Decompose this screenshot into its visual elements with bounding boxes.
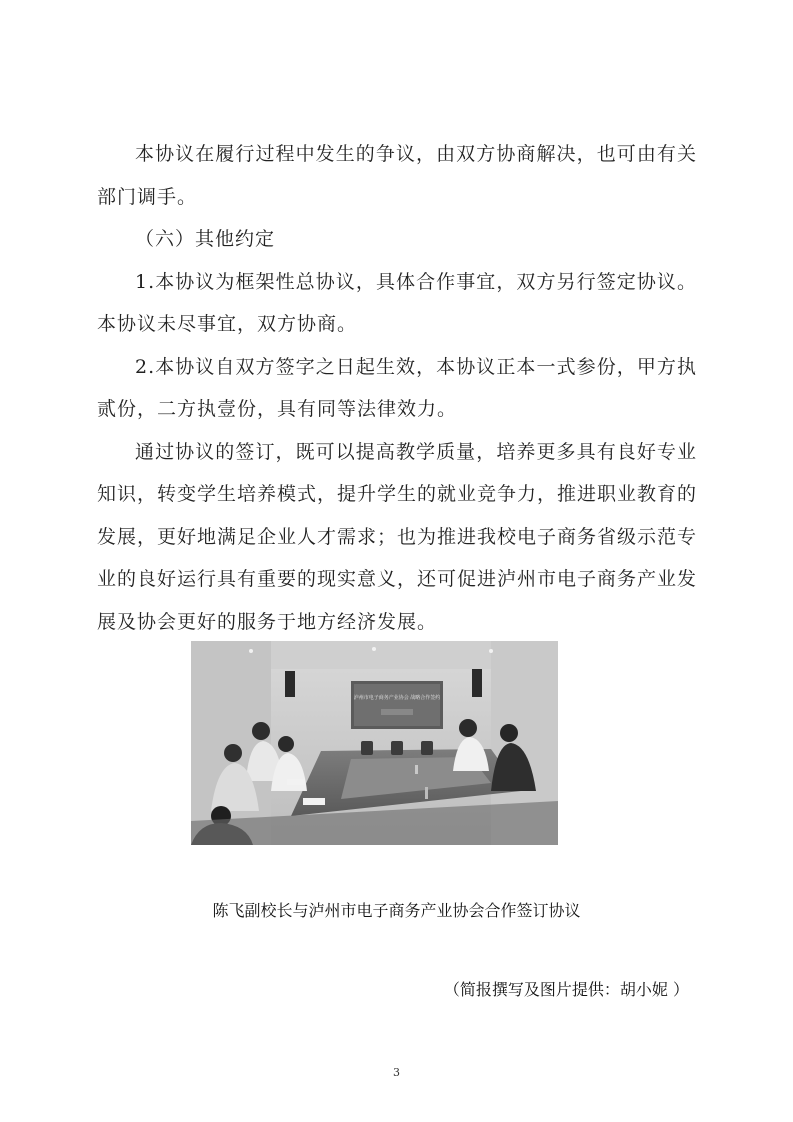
paragraph-dispute: 本协议在履行过程中发生的争议，由双方协商解决，也可由有关部门调手。 <box>97 143 697 208</box>
photo-credit: （简报撰写及图片提供：胡小妮 ） <box>443 980 689 999</box>
paragraph-clause-1: 1.本协议为框架性总协议，具体合作事宜，双方另行签定协议。本协议未尽事宜，双方协商。 <box>97 270 697 335</box>
paragraph-significance: 通过协议的签订，既可以提高教学质量，培养更多具有良好专业知识，转变学生培养模式，提升学生的就业竞争力，推进职业教育的发展，更好地满足企业人才需求；也为推进我校电子商务省级示范专业的良好运行具有重要的现实意义，还可促进泸州市电子商务产业发展及协会更好的服务于地方经济发展。 <box>97 440 698 633</box>
page-number: 3 <box>393 1066 400 1079</box>
photo-caption: 陈飞副校长与泸州市电子商务产业协会合作签订协议 <box>212 901 581 920</box>
meeting-photo-drawing <box>191 641 558 845</box>
body-text <box>97 133 697 643</box>
screen-title-text: 泸州市电子商务产业协会 战略合作签约 <box>353 695 441 701</box>
section-heading-other-terms: （六）其他约定 <box>135 228 276 250</box>
paragraph-clause-2: 2.本协议自双方签字之日起生效，本协议正本一式参份，甲方执贰份，二方执壹份，具有同等法律效力。 <box>97 355 697 420</box>
meeting-photo <box>191 641 558 845</box>
